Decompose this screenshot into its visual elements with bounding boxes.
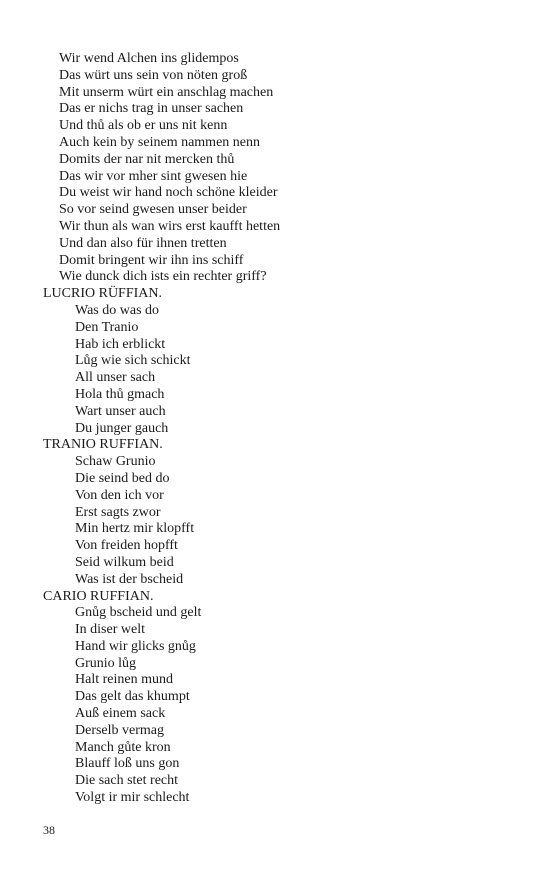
verse-line-indented: Was ist der bscheid <box>75 571 184 587</box>
verse-line-indented: Lůg wie sich schickt <box>75 353 191 369</box>
verse-line-indented: Manch gůte kron <box>75 739 171 755</box>
verse-line: Domits der nar nit mercken thů <box>59 151 235 167</box>
verse-line-indented: Was do was do <box>75 302 160 318</box>
verse-line-indented: Hab ich erblickt <box>75 336 166 352</box>
verse-line: Das er nichs trag in unser sachen <box>59 101 244 117</box>
speaker-heading: CARIO RUFFIAN. <box>43 588 154 604</box>
verse-line-indented: Halt reinen mund <box>75 672 173 688</box>
verse-line-indented: Wart unser auch <box>75 403 166 419</box>
verse-line-indented: Den Tranio <box>75 319 139 335</box>
verse-line-indented: Die sach stet recht <box>75 773 179 789</box>
verse-line-indented: Min hertz mir klopfft <box>75 521 195 537</box>
speaker-heading: LUCRIO RÜFFIAN. <box>43 286 163 302</box>
verse-line-indented: Das gelt das khumpt <box>75 689 190 705</box>
verse-line-indented: Grunio lůg <box>75 655 137 671</box>
verse-line: So vor seind gwesen unser beider <box>59 202 247 218</box>
verse-line-indented: Hola thů gmach <box>75 386 165 402</box>
verse-line-indented: All unser sach <box>75 370 156 386</box>
verse-line-indented: Erst sagts zwor <box>75 504 161 520</box>
verse-line: Wie dunck dich ists ein rechter griff? <box>59 269 267 285</box>
verse-line-indented: Du junger gauch <box>75 420 169 436</box>
verse-text-block <box>0 51 550 807</box>
verse-line: Wir wend Alchen ins glidempos <box>59 51 239 66</box>
verse-line-indented: Auß einem sack <box>75 706 166 722</box>
verse-line: Und thů als ob er uns nit kenn <box>59 118 228 134</box>
verse-line: Wir thun als wan wirs erst kaufft hetten <box>59 218 281 234</box>
verse-line-indented: Seid wilkum beid <box>75 554 174 570</box>
verse-line-indented: Derselb vermag <box>75 722 165 738</box>
verse-line-indented: Gnůg bscheid und gelt <box>75 605 202 621</box>
verse-line-indented: Volgt ir mir schlecht <box>75 790 190 806</box>
verse-line: Mit unserm würt ein anschlag machen <box>59 84 274 100</box>
verse-line: Und dan also für ihnen tretten <box>59 235 227 251</box>
verse-line-indented: Von freiden hopfft <box>75 538 178 554</box>
verse-line-indented: Hand wir glicks gnůg <box>75 638 196 654</box>
verse-line: Du weist wir hand noch schöne kleider <box>59 185 278 201</box>
verse-line-indented: Von den ich vor <box>75 487 164 503</box>
verse-line: Auch kein by seinem nammen nenn <box>59 134 261 150</box>
verse-line: Das wir vor mher sint gwesen hie <box>59 168 248 184</box>
verse-line-indented: Die seind bed do <box>75 470 170 486</box>
verse-line-indented: In diser welt <box>75 622 145 638</box>
verse-line-indented: Blauff loß uns gon <box>75 756 180 772</box>
verse-line: Das würt uns sein von nöten groß <box>59 67 248 83</box>
verse-line-indented: Schaw Grunio <box>75 454 156 470</box>
page-number: 38 <box>43 823 55 837</box>
verse-line: Domit bringent wir ihn ins schiff <box>59 252 244 268</box>
speaker-heading: TRANIO RUFFIAN. <box>43 437 163 453</box>
